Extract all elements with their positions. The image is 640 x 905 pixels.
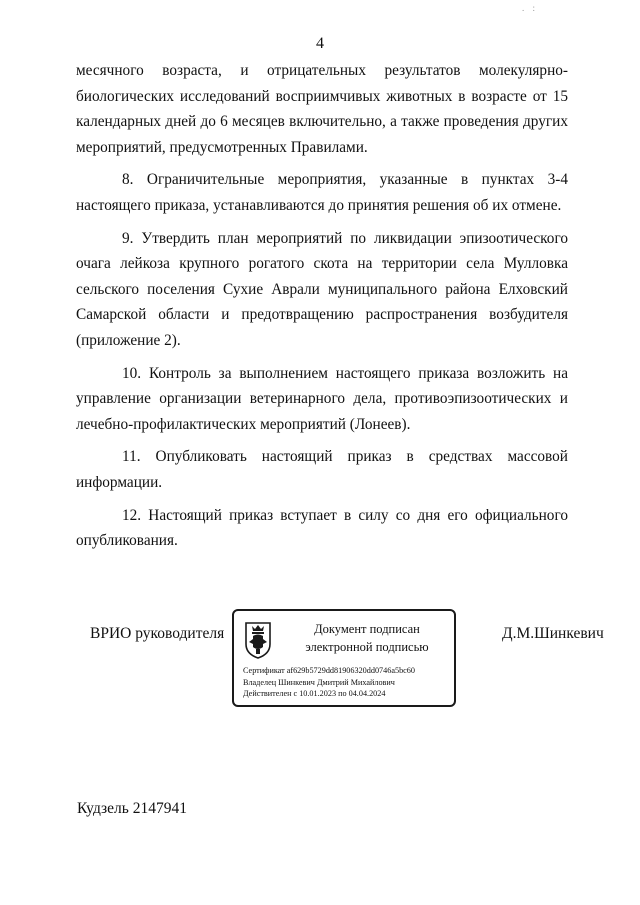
stamp-certificate: Сертификат af629b5729dd81906320dd0746a5bc60	[243, 666, 415, 675]
signer-title: ВРИО руководителя	[90, 625, 225, 642]
paragraph-10: 10. Контроль за выполнением настоящего приказа возложить на управление организации ветеринарного дела, противоэпизоотических и лечебно-профилактических мероприятий (Лонеев).	[76, 364, 568, 433]
paragraph-9: 9. Утвердить план мероприятий по ликвидации эпизоотического очага лейкоза крупного рогатого скота на территории села Мулловка сельского поселения Сухие Аврали муниципального района Елховский Самарской области и предотвращению распространения возбудителя (приложение 2).	[76, 229, 568, 349]
stamp-owner: Владелец Шинкевич Дмитрий Михайлович	[243, 677, 395, 687]
paragraph-11: 11. Опубликовать настоящий приказ в средствах массовой информации.	[76, 448, 568, 491]
electronic-signature-stamp	[232, 609, 456, 707]
page-number: 4	[316, 35, 324, 52]
executor-note: Кудзель 2147941	[77, 800, 187, 817]
scan-mark: . :	[522, 3, 539, 13]
stamp-heading	[278, 620, 456, 656]
signer-name: Д.М.Шинкевич	[502, 625, 604, 642]
stamp-details	[243, 665, 453, 700]
document-body	[76, 58, 568, 554]
stamp-validity: Действителен с 10.01.2023 по 04.04.2024	[243, 689, 386, 698]
stamp-line-1: Документ подписан	[314, 622, 420, 636]
stamp-line-2: электронной подписью	[305, 640, 429, 654]
paragraph-continuation: месячного возраста, и отрицательных результатов молекулярно-биологических исследований восприимчивых животных в возрасте от 15 календарных дней до 6 месяцев включительно, а также проведения других мероприятий, предусмотренных Правилами.	[76, 62, 568, 156]
paragraph-8: 8. Ограничительные мероприятия, указанные в пунктах 3-4 настоящего приказа, устанавливаются до принятия решения об их отмене.	[76, 171, 568, 214]
paragraph-12: 12. Настоящий приказ вступает в силу со дня его официального опубликования.	[76, 506, 568, 550]
coat-of-arms-icon	[243, 620, 273, 660]
